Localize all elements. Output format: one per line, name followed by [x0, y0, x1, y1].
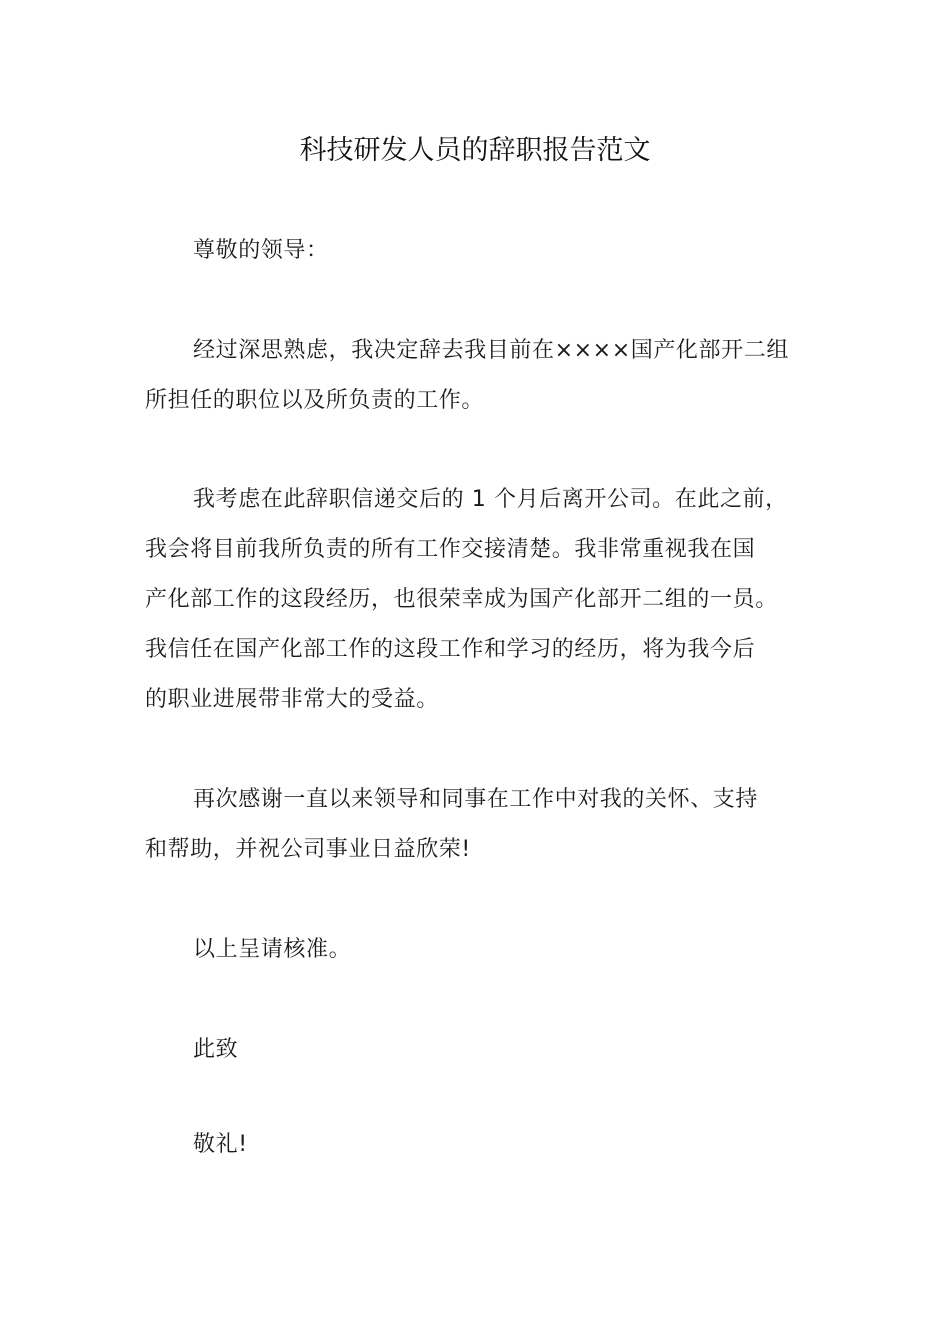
paragraph-2-line-3: 产化部工作的这段经历，也很荣幸成为国产化部开二组的一员。 [145, 587, 778, 612]
closing-1-text: 此致 [193, 1037, 239, 1062]
salutation-text: 尊敬的领导： [193, 238, 329, 263]
paragraph-1 [145, 326, 835, 426]
document-title: 科技研发人员的辞职报告范文 [299, 135, 651, 166]
paragraph-3 [145, 775, 835, 875]
paragraph-1-line-1 [145, 326, 835, 376]
paragraph-3-line-1-text: 再次感谢一直以来领导和同事在工作中对我的关怀、支持 [193, 787, 759, 812]
salutation-line [145, 226, 835, 276]
paragraph-2-line-1 [145, 475, 835, 525]
paragraph-2-line-2: 我会将目前我所负责的所有工作交接清楚。我非常重视我在国 [145, 537, 756, 562]
closing-2 [145, 1120, 835, 1170]
paragraph-2-line-4: 我信任在国产化部工作的这段工作和学习的经历，将为我今后 [145, 637, 756, 662]
request-text: 以上呈请核准。 [193, 937, 352, 962]
paragraph-1-line-2: 所担任的职位以及所负责的工作。 [145, 388, 485, 413]
paragraph-3-line-2: 和帮助，并祝公司事业日益欣荣! [145, 837, 471, 862]
paragraph-1-line-1-text: 经过深思熟虑，我决定辞去我目前在××××国产化部开二组 [193, 338, 789, 363]
request-line-row [145, 925, 835, 975]
closing-1 [145, 1025, 835, 1075]
paragraph-2-line-1-text: 我考虑在此辞职信递交后的 1 个月后离开公司。在此之前， [193, 487, 788, 512]
closing-1-row [145, 1025, 835, 1075]
paragraph-3-line-1 [145, 775, 835, 825]
salutation [145, 226, 835, 276]
request-line [145, 925, 835, 975]
closing-2-text: 敬礼! [193, 1132, 248, 1157]
paragraph-2 [145, 475, 835, 725]
paragraph-2-line-5: 的职业进展带非常大的受益。 [145, 687, 439, 712]
closing-2-row [145, 1120, 835, 1170]
